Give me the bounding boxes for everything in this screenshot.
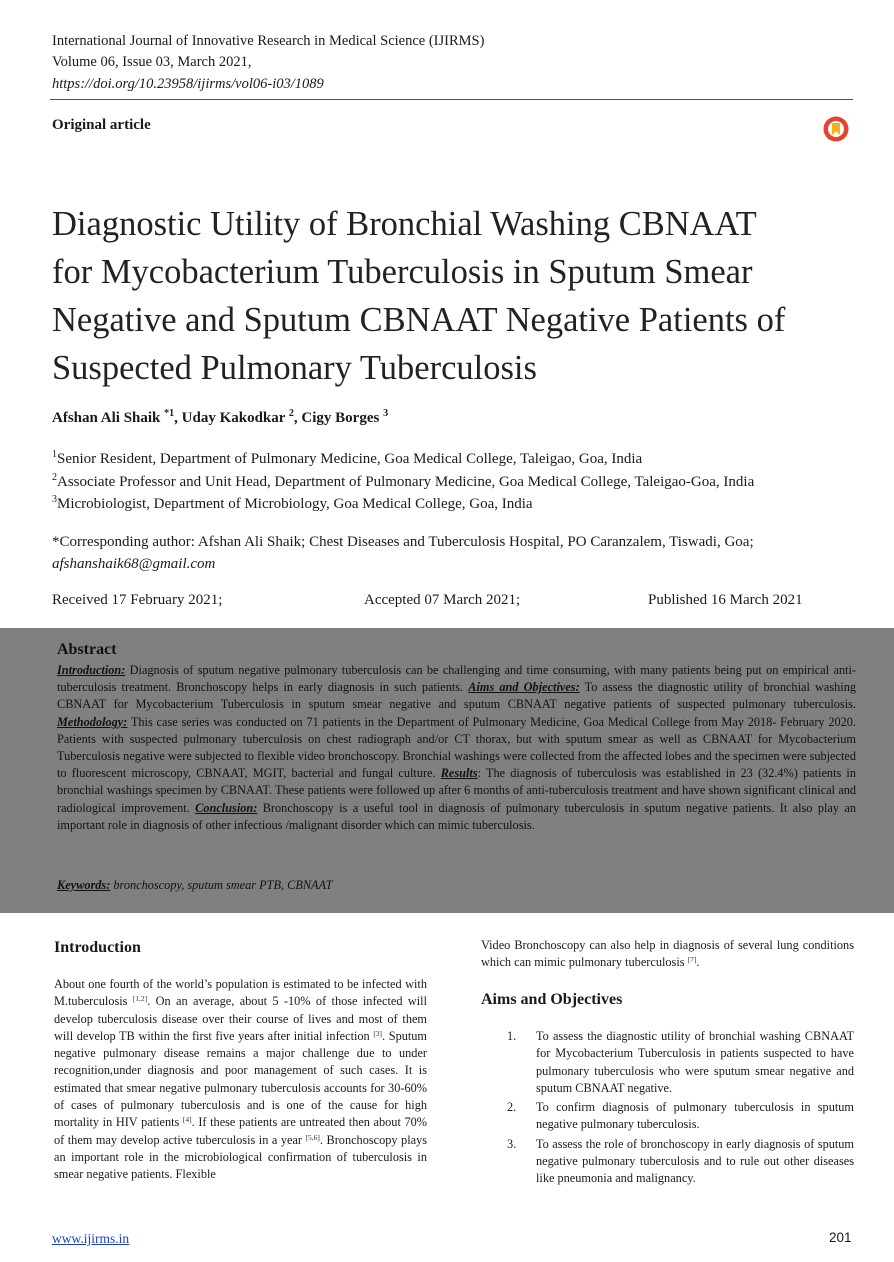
abstract-label: Conclusion: bbox=[195, 800, 258, 815]
author-sup: *1 bbox=[164, 408, 175, 419]
list-item: 2. To confirm diagnosis of pulmonary tuberculosis in sputum negative pulmonary tuberculosis. bbox=[507, 1100, 854, 1132]
date-accepted: Accepted 07 March 2021; bbox=[364, 592, 521, 608]
article-title bbox=[52, 200, 852, 392]
affiliations bbox=[52, 448, 852, 516]
citation-ref[interactable]: [5,6] bbox=[305, 1132, 320, 1142]
page-number: 201 bbox=[829, 1230, 852, 1245]
author-list: Afshan Ali Shaik $^{*1}$, Uday Kakodkar $^2$, Cigy Borges $^3$ bbox=[52, 408, 389, 426]
author-name: Uday Kakodkar bbox=[181, 410, 286, 426]
citation-ref[interactable]: [3] bbox=[373, 1028, 383, 1038]
affiliation-item: $^2$Associate Professor and Unit Head, Department of Pulmonary Medicine, Goa Medical College, Taleigao-Goa, India bbox=[52, 471, 755, 490]
title-line: for Mycobacterium Tuberculosis in Sputum Smear bbox=[52, 253, 753, 291]
volume-info: Volume 06, Issue 03, March 2021, bbox=[52, 54, 252, 70]
citation-ref[interactable]: [4] bbox=[182, 1115, 192, 1125]
introduction-heading: Introduction bbox=[54, 939, 141, 956]
corresponding-text: *Corresponding author: Afshan Ali Shaik; Chest Diseases and Tuberculosis Hospital, PO Caranzalem, Tiswadi, Goa; bbox=[52, 534, 754, 550]
citation-ref[interactable]: [1,2] bbox=[132, 994, 148, 1004]
doi-link[interactable]: https://doi.org/10.23958/ijirms/vol06-i03/1089 bbox=[52, 76, 324, 92]
aims-list bbox=[507, 1028, 854, 1190]
introduction-body: About one fourth of the world’s population is estimated to be infected with M.tuberculosis [1,2]. On an average, about 5 -10% of those infected will develop tuberculosis disease over their course of lives and most of them will develop TB within the first five years after initial infection [3]. Sputum negative pulmonary disease remains a major challenge due to under recognition,under diagnosis and poor management of such cases. It is estimated that smear negative pulmonary tuberculosis accounts for 30-60% of cases of pulmonary tuberculosis and is one of the cause for high mortality in HIV patients [4]. If these patients are untreated then about 70% of them may develop active tuberculosis in a year [5,6]. Bronchoscopy plays an important role in the microbiological confirmation of tuberculosis in smear negative patients. Flexible bbox=[54, 977, 428, 1182]
title-line: Negative and Sputum CBNAAT Negative Patients of bbox=[52, 301, 786, 339]
abstract-label: Results bbox=[440, 766, 478, 781]
abstract-label: Aims and Objectives: bbox=[468, 680, 580, 695]
header-divider bbox=[50, 99, 853, 100]
journal-name: International Journal of Innovative Research in Medical Science (IJIRMS) bbox=[52, 33, 485, 49]
abstract-label: Methodology: bbox=[57, 714, 128, 729]
author-name: Afshan Ali Shaik bbox=[52, 410, 161, 426]
affiliation-item: $^1$Senior Resident, Department of Pulmonary Medicine, Goa Medical College, Taleigao, Goa, India bbox=[52, 449, 643, 467]
journal-website-link[interactable]: www.ijirms.in bbox=[52, 1231, 130, 1246]
crossmark-icon[interactable] bbox=[822, 115, 850, 143]
title-line: Suspected Pulmonary Tuberculosis bbox=[52, 349, 537, 387]
author-sup: 3 bbox=[383, 408, 389, 419]
affiliation-item: $^3$Microbiologist, Department of Microbiology, Goa Medical College, Goa, India bbox=[52, 494, 533, 512]
corresponding-author bbox=[52, 531, 852, 575]
keywords: Keywords: bronchoscopy, sputum smear PTB, CBNAAT bbox=[57, 878, 333, 892]
abstract-label: Introduction: bbox=[57, 663, 126, 677]
aims-heading: Aims and Objectives bbox=[481, 991, 623, 1008]
date-received: Received 17 February 2021; bbox=[52, 592, 223, 608]
author-sup: 2 bbox=[288, 408, 294, 419]
abstract-heading: Abstract bbox=[57, 641, 117, 658]
list-item: 3. To assess the role of bronchoscopy in early diagnosis of sputum negative pulmonary tuberculosis and to rule out other diseases like pneumonia and malignancy. bbox=[507, 1136, 854, 1186]
article-type: Original article bbox=[52, 117, 151, 133]
citation-ref[interactable]: [7] bbox=[687, 955, 697, 965]
abstract-body: Introduction: Diagnosis of sputum negative pulmonary tuberculosis can be challenging and time consuming, with many patients being put on empirical anti-tuberculosis treatment. Bronchoscopy helps in early diagnosis in such patients. Aims and Objectives: To assess the diagnostic utility of bronchial washing CBNAAT for Mycobacterium Tuberculosis in sputum smear negative and sputum CBNAAT negative patients of suspected pulmonary tuberculosis. Methodology: This case series was conducted on 71 patients in the Department of Pulmonary Medicine, Goa Medical College from May 2018- February 2020. Patients with suspected pulmonary tuberculosis on chest radiograph and/or CT thorax, but with sputum smear as well as CBNAAT for Mycobacterium Tuberculosis negative were subjected to flexible video bronchoscopy. Bronchial washings were collected from the affected lobes and the specimen were subjected to fluorescent microscopy, CBNAAT, MGIT, bacterial and fungal culture. Results: The diagnosis of tuberculosis was established in 23 (32.4%) patients in bronchial washings specimen by CBNAAT. These patients were followed up after 6 months of anti-tuberculosis treatment and have shown significant clinical and radiological improvement. Conclusion: Bronchoscopy is a useful tool in diagnosis of pulmonary tuberculosis in sputum negative patients. It also play an important role in diagnosis of other infectious /malignant disorder which can mimic tuberculosis. bbox=[57, 663, 856, 832]
title-line: Diagnostic Utility of Bronchial Washing CBNAAT bbox=[52, 205, 757, 243]
date-published: Published 16 March 2021 bbox=[648, 592, 803, 608]
introduction-continued: Video Bronchoscopy can also help in diagnosis of several lung conditions which can mimic pulmonary tuberculosis [7]. bbox=[481, 938, 854, 970]
corresponding-email[interactable]: afshanshaik68@gmail.com bbox=[52, 556, 216, 572]
keywords-label: Keywords: bbox=[57, 878, 111, 892]
list-item: 1. To assess the diagnostic utility of bronchial washing CBNAAT for Mycobacterium Tuberculosis in patients suspected to have pulmonary tuberculosis who were sputum smear negative and sputum CBNAAT negative. bbox=[507, 1029, 854, 1095]
author-name: Cigy Borges bbox=[301, 410, 380, 426]
